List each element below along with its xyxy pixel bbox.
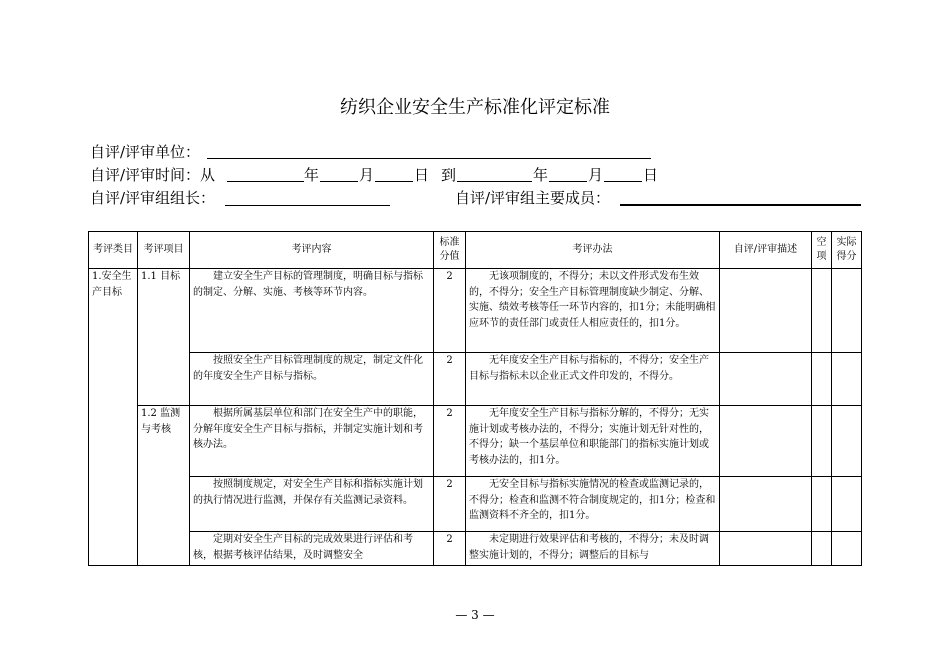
leader-label: 自评/评审组组长： xyxy=(90,189,216,207)
start-year-label: 年 xyxy=(304,166,320,184)
method-cell: 无年度安全生产目标与指标的，不得分；安全生产目标与指标未以企业正式文件印发的，不得分。 xyxy=(466,353,720,406)
header-blank: 空项 xyxy=(812,232,832,269)
method-cell xyxy=(466,532,720,566)
leader-underline xyxy=(225,205,390,206)
content-cell xyxy=(190,532,434,566)
end-day-underline xyxy=(604,181,642,182)
table-row xyxy=(89,353,862,406)
actual-score-cell[interactable] xyxy=(832,269,862,353)
actual-score-cell[interactable] xyxy=(832,532,862,566)
blank-cell[interactable] xyxy=(812,477,832,532)
score-cell: 2 xyxy=(434,406,466,477)
content-cell: 建立安全生产目标的管理制度，明确目标与指标的制定、分解、实施、考核等环节内容。 xyxy=(190,269,434,353)
method-cell: 无该项制度的，不得分；未以文件形式发布生效的，不得分；安全生产目标管理制度缺少制定、分解、实施、绩效考核等任一环节内容的，扣1分；未能明确相应环节的责任部门或责任人相应责任的，扣1分。 xyxy=(466,269,720,353)
header-content: 考评内容 xyxy=(190,232,434,269)
blank-cell[interactable] xyxy=(812,353,832,406)
header-actual-score: 实际得分 xyxy=(832,232,862,269)
document-title: 纺织企业安全生产标准化评定标准 xyxy=(340,97,610,118)
start-month-underline xyxy=(320,181,358,182)
actual-score-cell[interactable] xyxy=(832,406,862,477)
score-cell: 2 xyxy=(434,353,466,406)
category-cell: 1.安全生产目标 xyxy=(89,269,138,566)
header-method: 考评办法 xyxy=(466,232,720,269)
end-month-underline xyxy=(549,181,587,182)
description-cell[interactable] xyxy=(720,353,812,406)
header-description: 自评/评审描述 xyxy=(720,232,812,269)
score-cell: 2 xyxy=(434,269,466,353)
header-score: 标准分值 xyxy=(434,232,466,269)
members-label: 自评/评审组主要成员： xyxy=(455,189,611,207)
method-cell: 无年度安全生产目标与指标分解的，不得分；无实施计划或考核办法的，不得分；实施计划无针对性的，不得分；缺一个基层单位和职能部门的指标实施计划或考核办法的，扣1分。 xyxy=(466,406,720,477)
content-text: 定期对安全生产目标的完成效果进行评估和考核，根据考核评估结果，及时调整安全 xyxy=(193,534,413,561)
table-header-row xyxy=(89,232,862,269)
page-number: — 3 — xyxy=(455,608,495,622)
table-row xyxy=(89,406,862,477)
unit-underline xyxy=(207,158,651,159)
blank-cell[interactable] xyxy=(812,406,832,477)
blank-cell[interactable] xyxy=(812,269,832,353)
item-cell: 1.1 目标 xyxy=(138,269,190,406)
blank-cell[interactable] xyxy=(812,532,832,566)
start-month-label: 月 xyxy=(359,166,375,184)
end-month-label: 月 xyxy=(588,166,604,184)
score-cell: 2 xyxy=(434,477,466,532)
table-row xyxy=(89,532,862,566)
members-underline xyxy=(620,204,861,206)
start-day-label: 日 xyxy=(414,166,430,184)
method-text: 未定期进行效果评估和考核的，不得分；未及时调整实施计划的，不得分；调整后的目标与 xyxy=(469,534,709,561)
start-day-underline xyxy=(375,181,413,182)
time-label: 自评/评审时间：从 xyxy=(90,166,216,184)
header-category: 考评类目 xyxy=(89,232,138,269)
table-row xyxy=(89,269,862,353)
content-cell: 按照安全生产目标管理制度的规定，制定文件化的年度安全生产目标与指标。 xyxy=(190,353,434,406)
description-cell[interactable] xyxy=(720,406,812,477)
evaluation-table xyxy=(88,231,862,566)
end-year-label: 年 xyxy=(533,166,549,184)
item-cell: 1.2 监测与考核 xyxy=(138,406,190,566)
unit-label: 自评/评审单位： xyxy=(90,143,201,161)
method-cell: 无安全目标与指标实施情况的检查或监测记录的，不得分；检查和监测不符合制度规定的，扣1分；检查和监测资料不齐全的，扣1分。 xyxy=(466,477,720,532)
actual-score-cell[interactable] xyxy=(832,477,862,532)
score-cell: 2 xyxy=(434,532,466,566)
content-cell: 根据所属基层单位和部门在安全生产中的职能，分解年度安全生产目标与指标，并制定实施计划和考核办法。 xyxy=(190,406,434,477)
end-day-label: 日 xyxy=(643,166,659,184)
actual-score-cell[interactable] xyxy=(832,353,862,406)
end-year-underline xyxy=(457,181,532,182)
content-cell: 按照制度规定，对安全生产目标和指标实施计划的执行情况进行监测，并保存有关监测记录资料。 xyxy=(190,477,434,532)
header-item: 考评项目 xyxy=(138,232,190,269)
description-cell[interactable] xyxy=(720,269,812,353)
table-row xyxy=(89,477,862,532)
description-cell[interactable] xyxy=(720,477,812,532)
start-year-underline xyxy=(227,181,304,182)
description-cell[interactable] xyxy=(720,532,812,566)
to-label: 到 xyxy=(441,166,457,184)
